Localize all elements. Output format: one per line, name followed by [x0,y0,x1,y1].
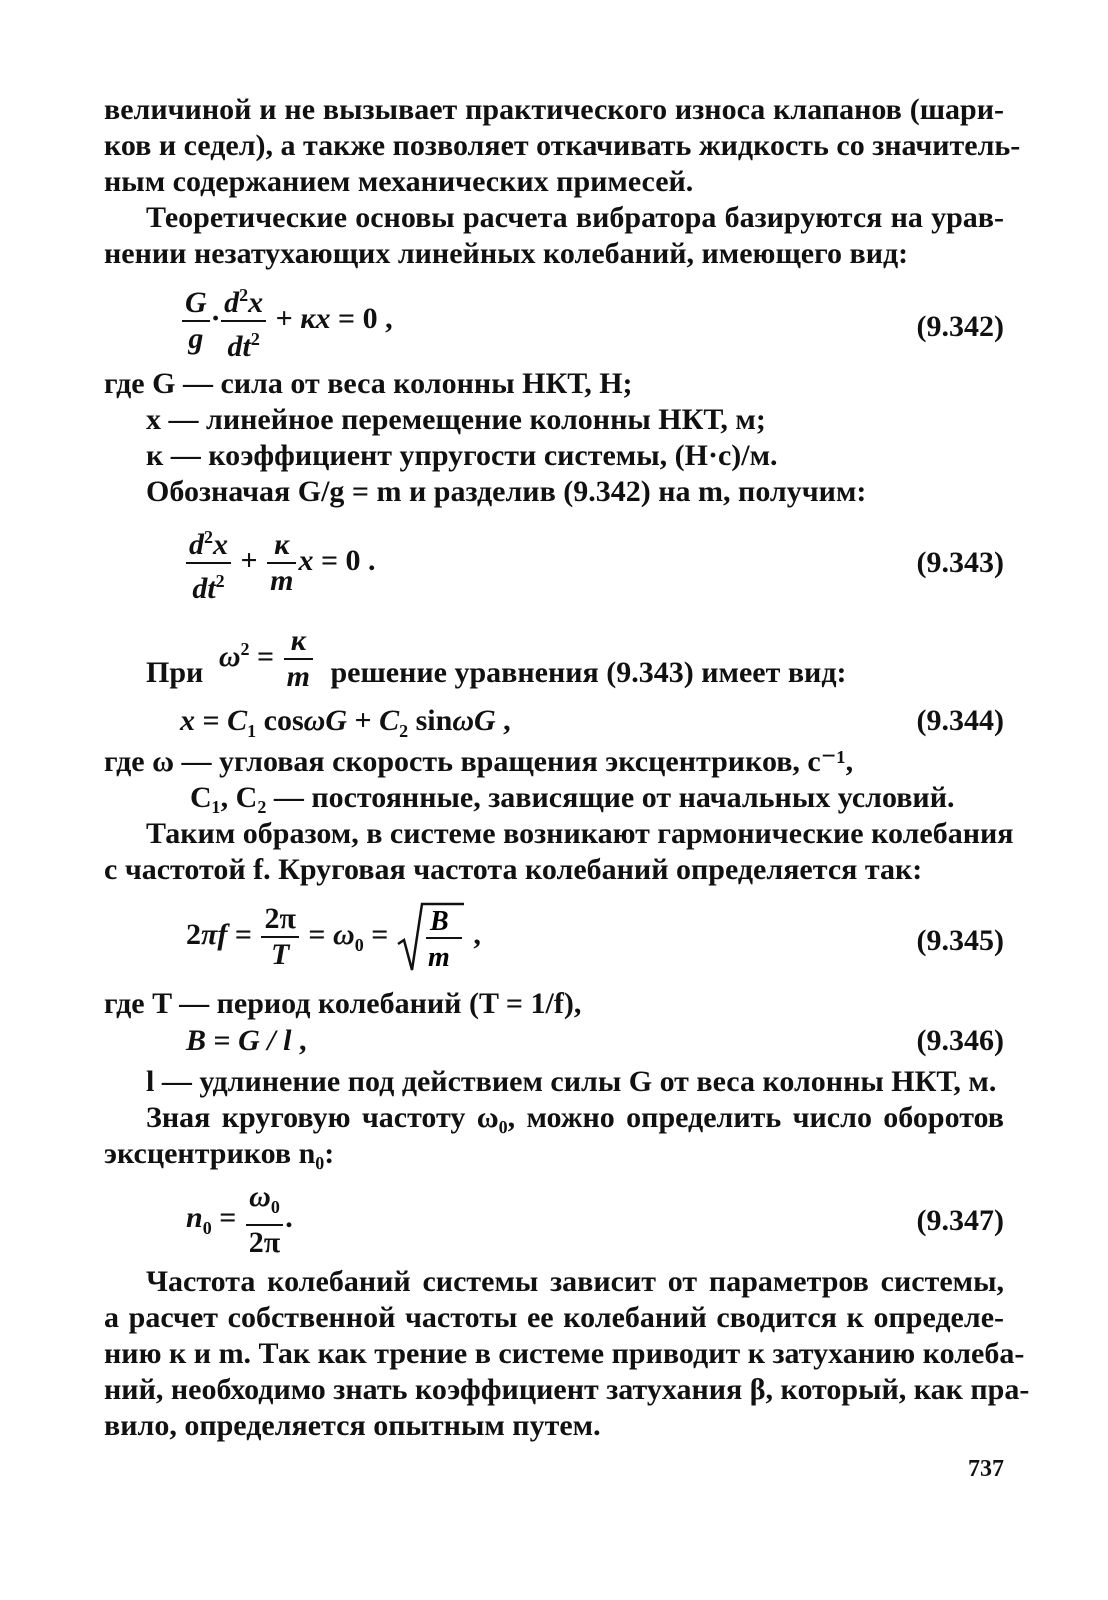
omega-suffix: решение уравнения (9.343) имеет вид: [330,655,847,689]
equation-number: (9.346) [916,1024,1004,1057]
equation-9-346: B = G / l , [186,1024,307,1057]
text-line: C₁, C₂ — постоянные, зависящие от начальных условий. [190,781,955,814]
text-line: ным содержанием механических примесей. [104,165,694,198]
equation-number: (9.344) [916,704,1004,737]
text-line: Теоретические основы расчета вибратора базируются на урав- [146,201,1004,234]
equation-number: (9.342) [916,310,1004,343]
text-line: где G — сила от веса колонны НКТ, Н; [104,367,633,400]
omega-formula: $\omega^2$ = $\frac{к}{m}$ [219,624,315,694]
text-line: а расчет собственной частоты ее колебаний сводится к определе- [104,1301,1004,1334]
text-line: Зная круговую частоту ω₀, можно определить число оборотов [146,1101,1004,1134]
text-line: вило, определяется опытным путем. [104,1409,601,1442]
text-line: к — коэффициент упругости системы, (Н·с)/м. [146,439,778,472]
text-line: величиной и не вызывает практического износа клапанов (шари- [104,93,1004,126]
equation-number: (9.343) [916,546,1004,579]
text-line: нию к и m. Так как трение в системе приводит к затуханию колеба- [104,1337,1025,1370]
equation-9-343: $\frac{d^2x}{dt^2}$ + $\frac{к}{m}$ x = 0 . [184,520,376,606]
text-line [146,624,1004,710]
text-line: где T — период колебаний (T = 1/f), [104,987,582,1020]
text-line: нении незатухающих линейных колебаний, имеющего вид: [104,237,909,270]
equation-9-344: $x = C_1$ $\cos\omega G + C_2$ sinωG , [180,704,511,741]
text-line: ков и седел), а также позволяет откачивать жидкость со значитель- [104,129,1021,162]
text-line: Обозначая G/g = m и разделив (9.342) на m, получим: [146,475,867,508]
text-line: с частотой f. Круговая частота колебаний определяется так: [104,853,923,886]
text-line: Частота колебаний системы зависит от параметров системы, [146,1265,1004,1298]
equation-9-342: $\frac{G}{g}$ · $\frac{d^2x}{dt^2}$ + кx = 0 , [180,278,393,364]
equation-number: (9.347) [916,1204,1004,1237]
text-line: эксцентриков n₀: [104,1137,335,1170]
svg-text:m: m [427,942,450,973]
equation-9-345: 2πf = $\frac{2\pi}{T}$ = $\omega_0$ = B m , [186,902,481,973]
svg-text:B: B [429,906,449,937]
text-line: ний, необходимо знать коэффициент затухания β, который, как пра- [104,1373,1030,1406]
sqrt-symbol [396,900,466,974]
equation-9-347: $n_0$ = $\frac{\omega_0}{2\pi}$ . [186,1180,293,1259]
omega-prefix: При [146,655,204,689]
text-line: l — удлинение под действием силы G от веса колонны НКТ, м. [146,1065,997,1098]
page-number: 737 [968,1456,1004,1482]
text-line: x — линейное перемещение колонны НКТ, м; [146,403,766,436]
equation-number: (9.345) [916,924,1004,957]
text-line: где ω — угловая скорость вращения эксцентриков, с⁻¹, [104,745,854,778]
text-line: Таким образом, в системе возникают гармонические колебания [146,817,1014,850]
